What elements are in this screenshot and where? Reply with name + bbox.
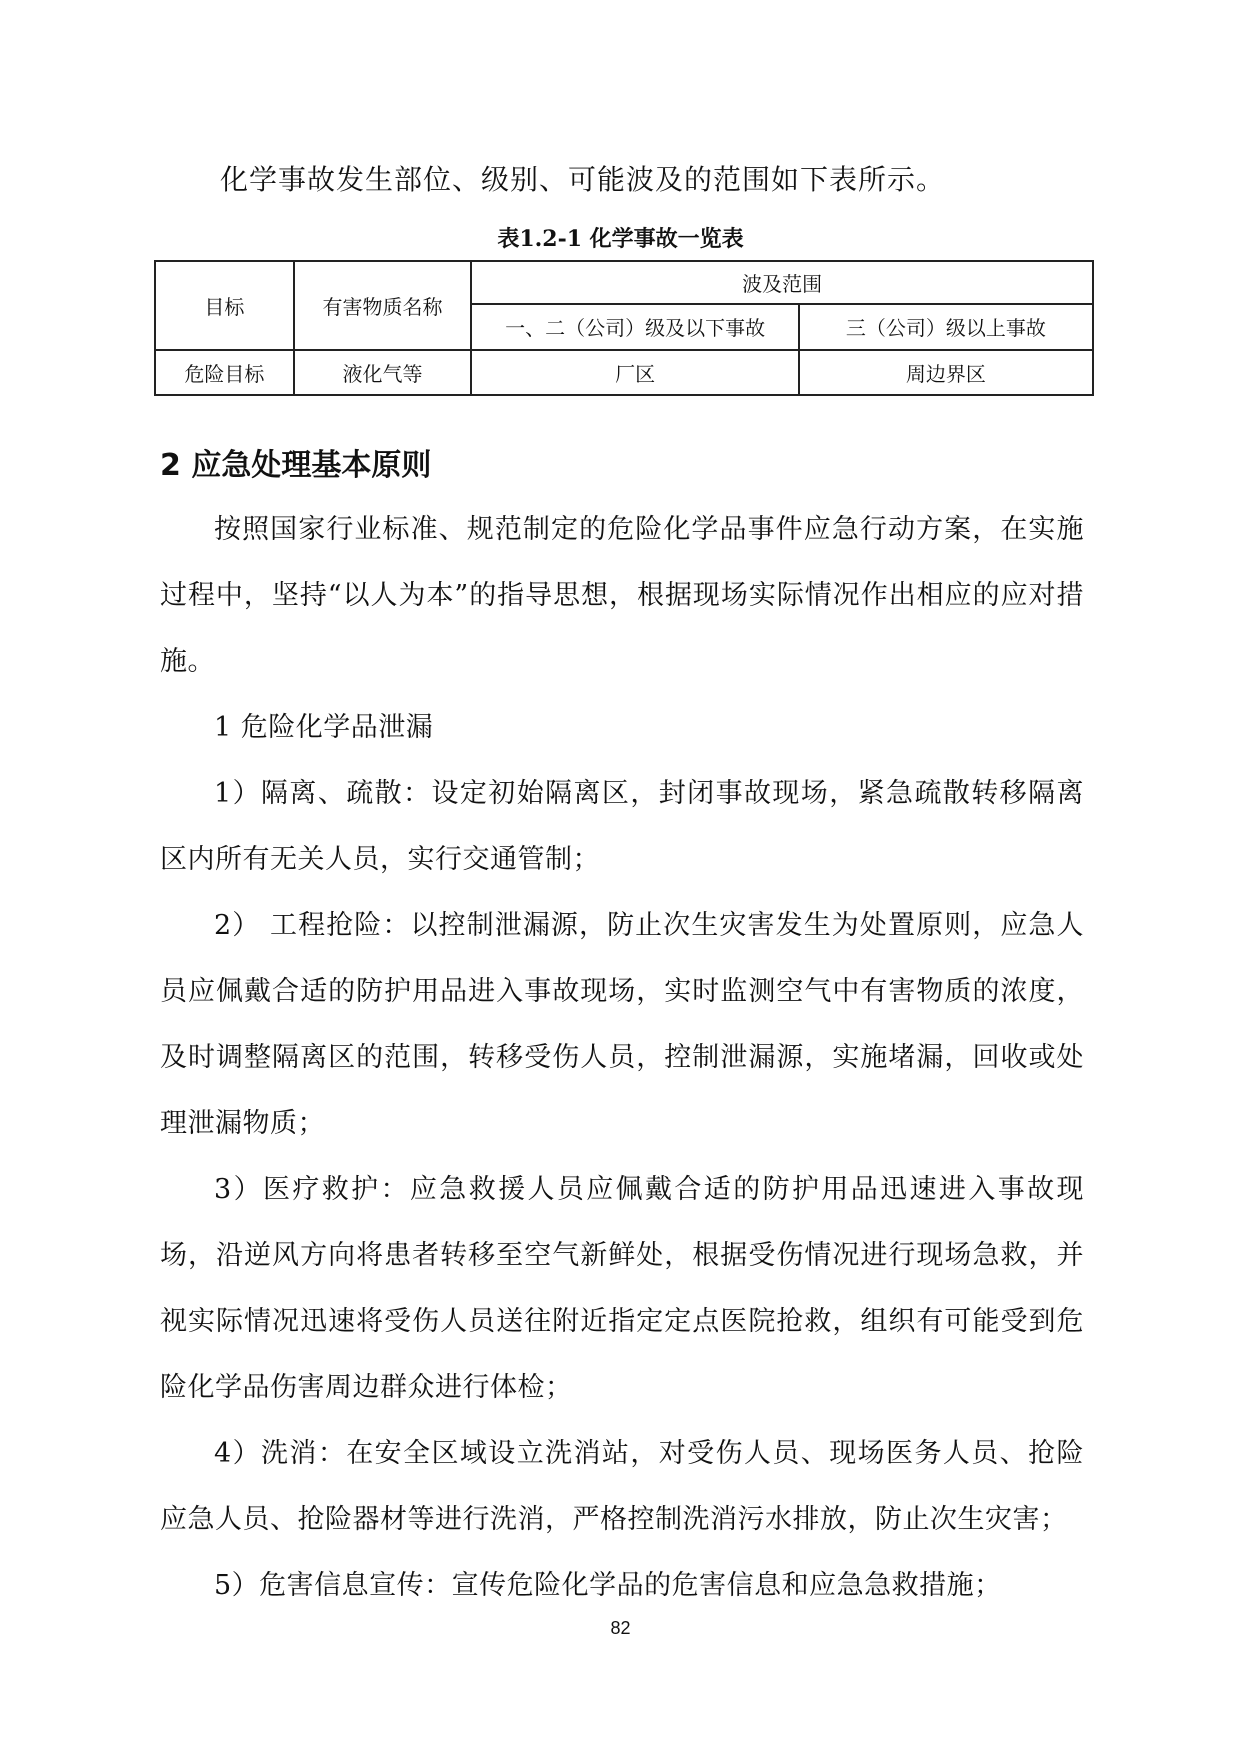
header-scope-high: 三（公司）级以上事故: [799, 304, 1093, 350]
paragraph-leak-title: 1 危险化学品泄漏: [214, 712, 434, 743]
paragraph-engineering: 2） 工程抢险：以控制泄漏源，防止次生灾害发生为处置原则，应急人员应佩戴合适的防护用品进入事故现场，实时监测空气中有害物质的浓度，及时调整隔离区的范围，转移受伤人员，控制泄漏源，实施堵漏，回收或处理泄漏物质；: [160, 910, 1084, 1139]
accident-table: [154, 260, 1094, 396]
header-substance: 有害物质名称: [294, 261, 472, 350]
paragraph-decontamination: 4）洗消：在安全区域设立洗消站，对受伤人员、现场医务人员、抢险应急人员、抢险器材等进行洗消，严格控制洗消污水排放，防止次生灾害；: [160, 1438, 1084, 1535]
table-caption: 表1.2-1 化学事故一览表: [497, 226, 744, 252]
intro-text: 化学事故发生部位、级别、可能波及的范围如下表所示。: [220, 163, 946, 196]
page-number: 82: [610, 1618, 631, 1638]
paragraph-isolation: 1）隔离、疏散：设定初始隔离区，封闭事故现场，紧急疏散转移隔离区内所有无关人员，实行交通管制；: [160, 778, 1084, 875]
paragraph-principle: 按照国家行业标准、规范制定的危险化学品事件应急行动方案，在实施过程中，坚持“以人为本”的指导思想，根据现场实际情况作出相应的应对措施。: [160, 514, 1084, 677]
paragraph-medical: 3）医疗救护：应急救援人员应佩戴合适的防护用品迅速进入事故现场，沿逆风方向将患者转移至空气新鲜处，根据受伤情况进行现场急救，并视实际情况迅速将受伤人员送往附近指定定点医院抢救，组织有可能受到危险化学品伤害周边群众进行体检；: [160, 1174, 1084, 1403]
paragraph-publicity: 5）危害信息宣传：宣传危险化学品的危害信息和应急急救措施；: [214, 1570, 1002, 1601]
cell-scope-high: 周边界区: [799, 350, 1093, 395]
table-row: [155, 350, 1093, 395]
table-header-row: [155, 261, 1093, 304]
section-heading: 2 应急处理基本原则: [160, 448, 432, 483]
header-target: 目标: [155, 261, 294, 350]
header-scope-low: 一、二（公司）级及以下事故: [471, 304, 798, 350]
cell-substance: 液化气等: [294, 350, 472, 395]
header-scope: 波及范围: [471, 261, 1093, 304]
cell-target: 危险目标: [155, 350, 294, 395]
cell-scope-low: 厂区: [471, 350, 798, 395]
